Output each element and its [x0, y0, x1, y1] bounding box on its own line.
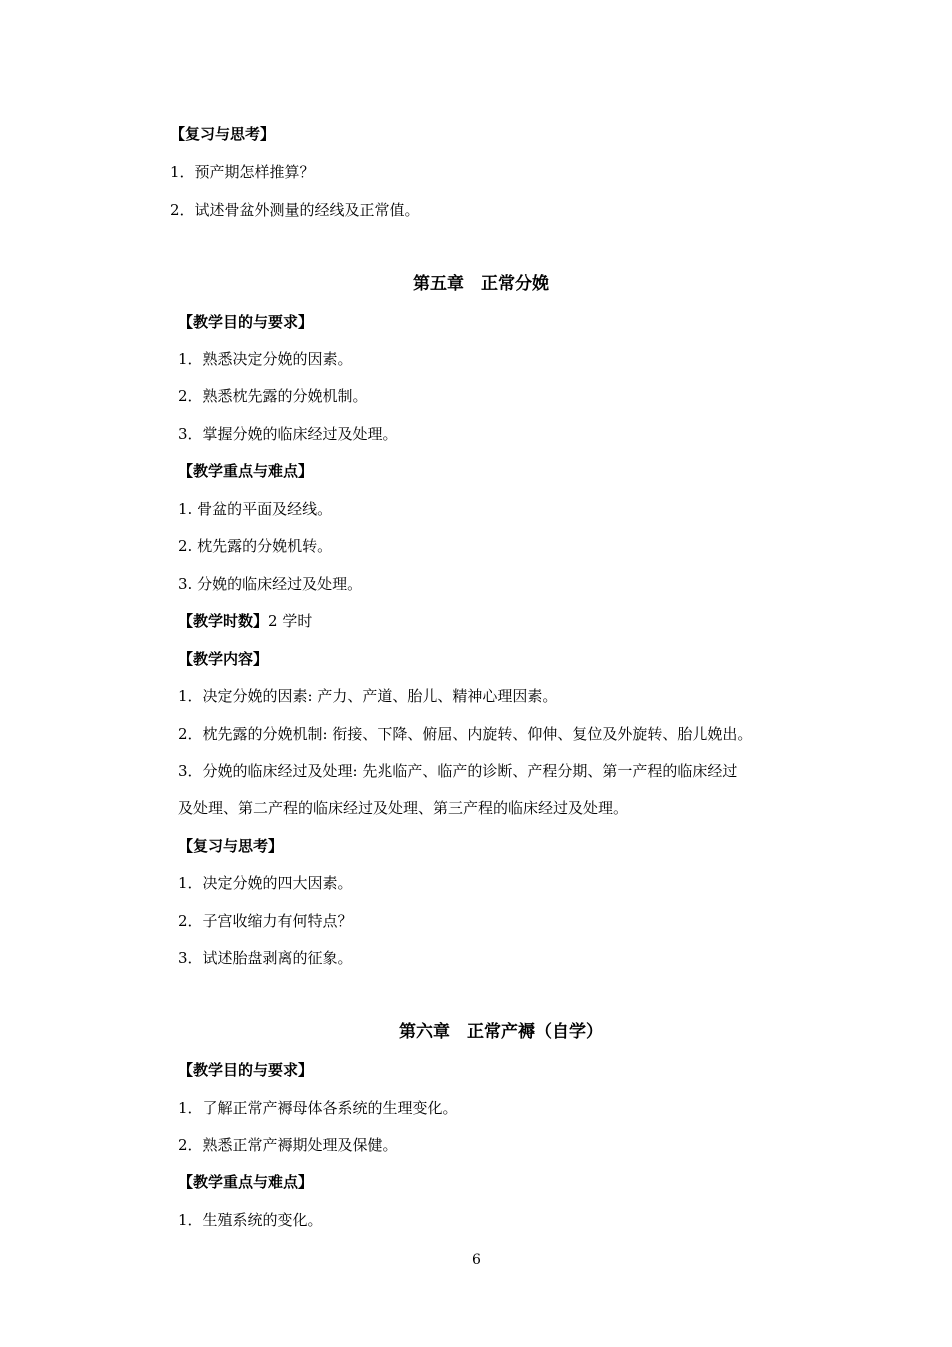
- chapter-title: 第五章 正常分娩: [413, 274, 549, 294]
- list-item: 3．掌握分娩的临床经过及处理。: [178, 425, 398, 443]
- list-item: 2．试述骨盆外测量的经线及正常值。: [170, 201, 420, 219]
- list-item: 1．决定分娩的四大因素。: [178, 874, 353, 892]
- list-item-continuation: 及处理、第二产程的临床经过及处理、第三产程的临床经过及处理。: [178, 799, 629, 817]
- list-item: 1．了解正常产褥母体各系统的生理变化。: [178, 1099, 458, 1117]
- list-item: 1．生殖系统的变化。: [178, 1211, 323, 1229]
- page-number: 6: [472, 1252, 481, 1268]
- list-item: 2．枕先露的分娩机制: 衔接、下降、俯屈、内旋转、仰伸、复位及外旋转、胎儿娩出。: [178, 725, 753, 743]
- list-item: 2．熟悉正常产褥期处理及保健。: [178, 1136, 398, 1154]
- section-heading: 【教学目的与要求】: [178, 1061, 314, 1079]
- list-item: 3. 分娩的临床经过及处理。: [178, 575, 363, 593]
- list-item: 1．预产期怎样推算？: [170, 163, 315, 181]
- list-item: 3．试述胎盘剥离的征象。: [178, 949, 353, 967]
- list-item: 2．子宫收缩力有何特点？: [178, 912, 353, 930]
- review-heading: 【复习与思考】: [170, 125, 276, 143]
- list-item: 3．分娩的临床经过及处理: 先兆临产、临产的诊断、产程分期、第一产程的临床经过: [178, 762, 738, 780]
- section-heading: 【教学重点与难点】: [178, 1173, 314, 1191]
- list-item: 2. 枕先露的分娩机转。: [178, 537, 333, 555]
- hours-line: [178, 611, 312, 631]
- list-item: 1．决定分娩的因素: 产力、产道、胎儿、精神心理因素。: [178, 687, 558, 705]
- list-item: 2．熟悉枕先露的分娩机制。: [178, 387, 368, 405]
- section-heading: 【教学时数】: [178, 612, 269, 630]
- section-heading: 【教学内容】: [178, 650, 269, 668]
- section-heading: 【教学重点与难点】: [178, 462, 314, 480]
- list-item: 1. 骨盆的平面及经线。: [178, 500, 333, 518]
- list-item: 1．熟悉决定分娩的因素。: [178, 350, 353, 368]
- section-heading: 【复习与思考】: [178, 837, 284, 855]
- chapter-title: 第六章 正常产褥（自学）: [399, 1022, 603, 1042]
- section-heading: 【教学目的与要求】: [178, 313, 314, 331]
- hours-value: 2 学时: [268, 612, 313, 630]
